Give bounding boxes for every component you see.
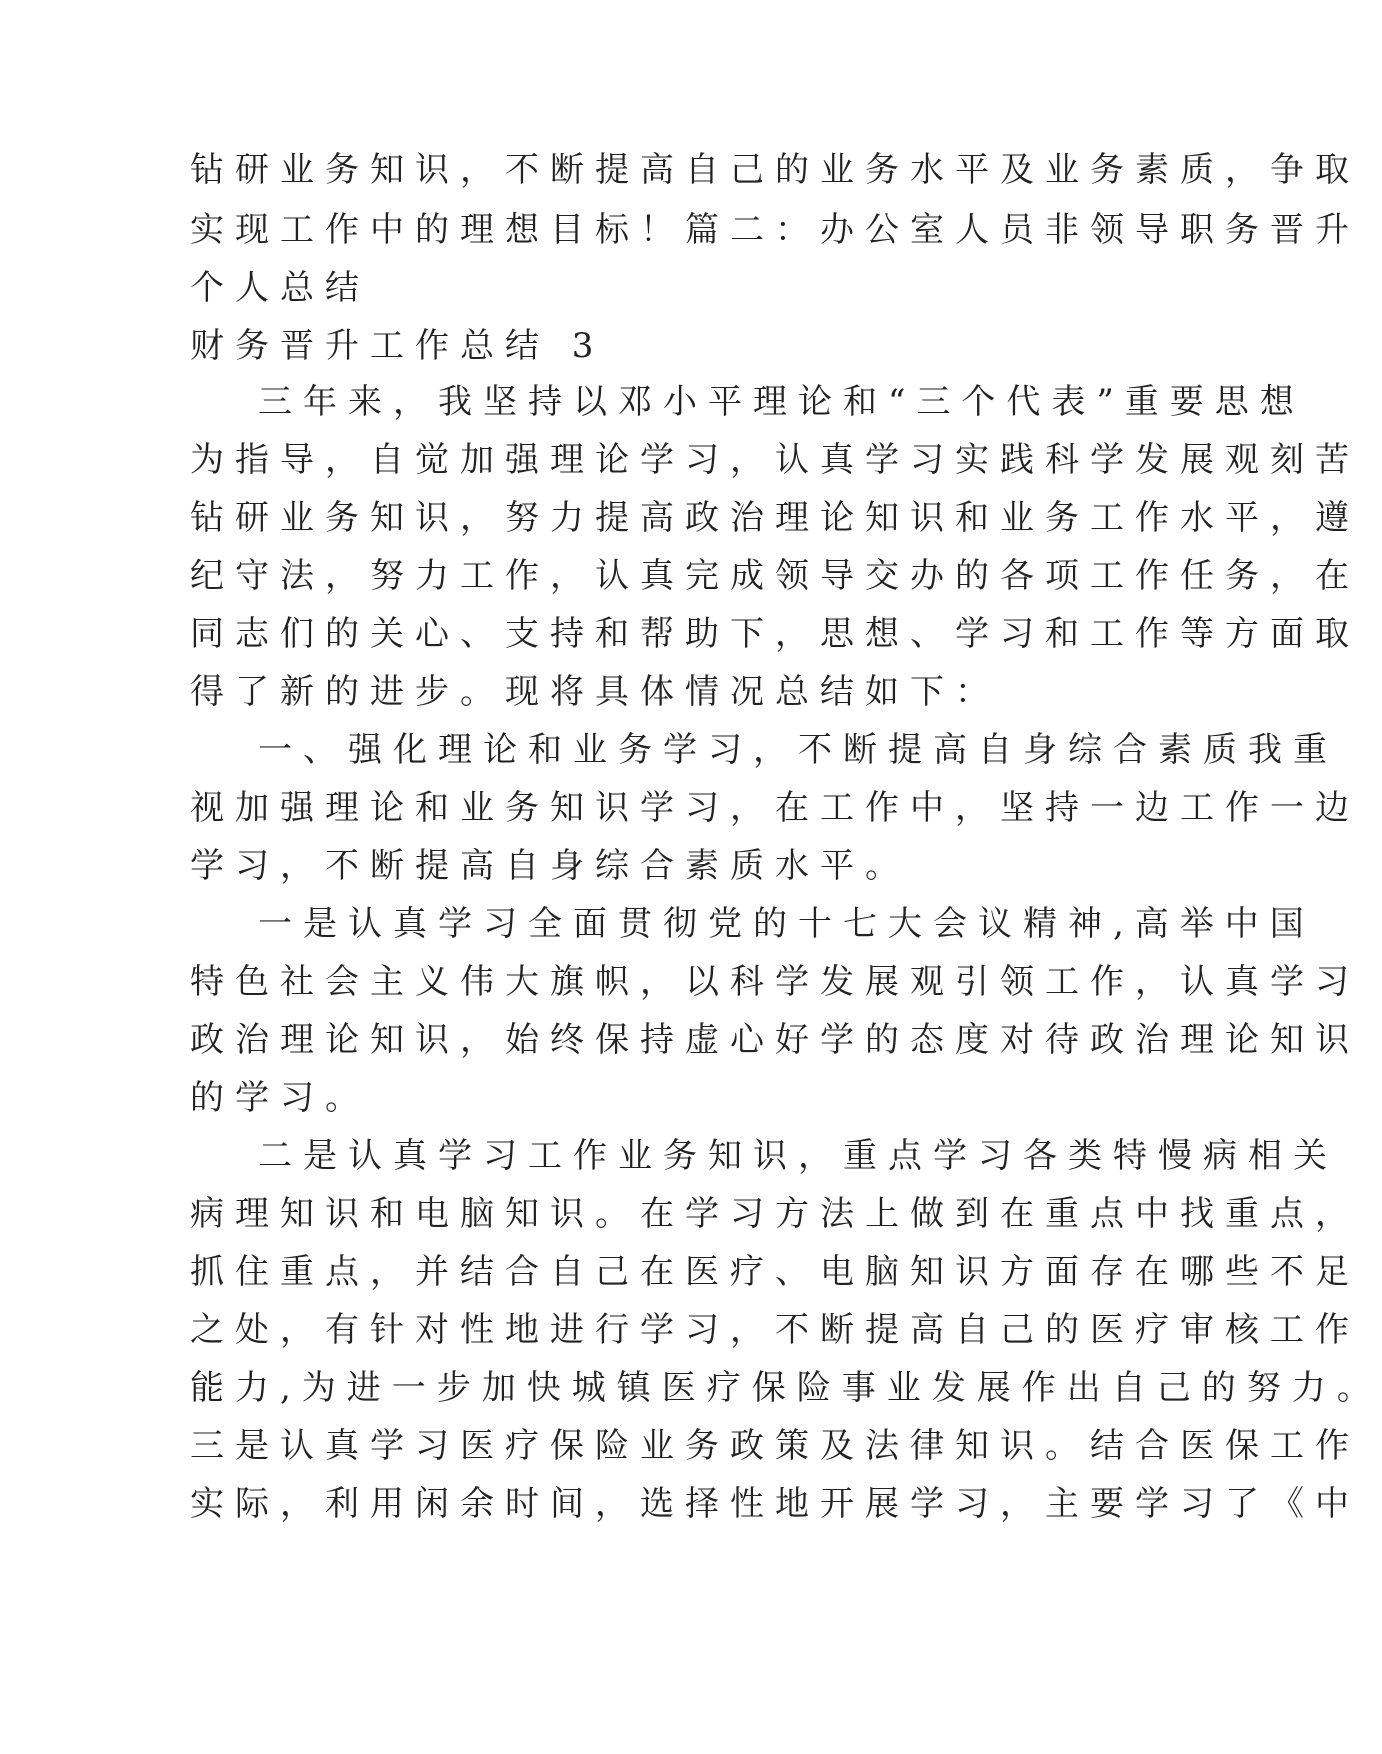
text-line-23: 三是认真学习医疗保险业务政策及法律知识。结合医保工作 [190,1426,1360,1466]
text-line-12: 视加强理论和业务知识学习，在工作中，坚持一边工作一边 [190,788,1360,828]
text-line-5: 三年来，我坚持以邓小平理论和“三个代表”重要思想 [258,382,1305,422]
text-line-2: 实现工作中的理想目标！篇二：办公室人员非领导职务晋升 [190,210,1360,250]
section-title: 财务晋升工作总结 3 [190,326,605,366]
text-line-9: 同志们的关心、支持和帮助下，思想、学习和工作等方面取 [190,614,1360,654]
text-line-6: 为指导，自觉加强理论学习，认真学习实践科学发展观刻苦 [190,440,1360,480]
text-line-10: 得了新的进步。现将具体情况总结如下： [190,672,1000,712]
text-line-18: 二是认真学习工作业务知识，重点学习各类特慢病相关 [258,1136,1338,1176]
text-line-20: 抓住重点，并结合自己在医疗、电脑知识方面存在哪些不足 [190,1252,1360,1292]
text-line-3: 个人总结 [190,268,370,308]
text-line-13: 学习，不断提高自身综合素质水平。 [190,846,910,886]
text-line-15: 特色社会主义伟大旗帜，以科学发展观引领工作，认真学习 [190,962,1360,1002]
text-line-21: 之处，有针对性地进行学习，不断提高自己的医疗审核工作 [190,1310,1360,1350]
text-line-1: 钻研业务知识，不断提高自己的业务水平及业务素质，争取 [190,150,1360,190]
text-line-22: 能力,为进一步加快城镇医疗保险事业发展作出自己的努力。 [190,1368,1382,1408]
text-line-8: 纪守法，努力工作，认真完成领导交办的各项工作任务，在 [190,556,1360,596]
text-line-19: 病理知识和电脑知识。在学习方法上做到在重点中找重点， [190,1194,1360,1234]
text-line-17: 的学习。 [190,1078,370,1118]
text-line-16: 政治理论知识，始终保持虚心好学的态度对待政治理论知识 [190,1020,1360,1060]
text-line-24: 实际，利用闲余时间，选择性地开展学习，主要学习了《中 [190,1484,1360,1524]
text-line-14: 一是认真学习全面贯彻党的十七大会议精神,高举中国 [258,904,1315,944]
text-line-11: 一、强化理论和业务学习，不断提高自身综合素质我重 [258,730,1338,770]
text-line-7: 钻研业务知识，努力提高政治理论知识和业务工作水平，遵 [190,498,1360,538]
